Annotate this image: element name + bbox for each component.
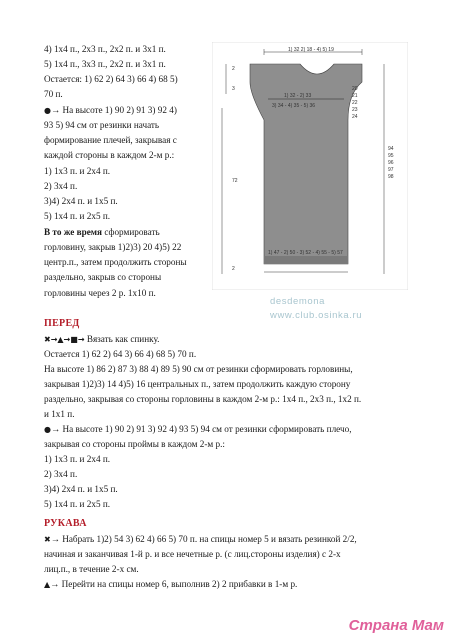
text-line: На высоте 1) 86 2) 87 3) 88 4) 89 5) 90 см от резинки сформировать горловины, — [44, 364, 353, 374]
text-line: раздельно, закрыв со стороны — [44, 272, 162, 282]
text-line: раздельно, закрывая со стороны горловины в каждом 2-м р.: 1x4 п., 2x3 п., 1x2 п. — [44, 394, 362, 404]
right-height-label: 97 — [388, 167, 394, 173]
text-line: 2) 3x4 п. — [44, 181, 78, 191]
text-line: горловину, закрыв 1)2)3) 20 4)5) 22 — [44, 242, 182, 252]
bullet-circle-icon: ● — [44, 106, 51, 115]
bottom-width-label: 1) 47 - 2) 50 - 3) 52 - 4) 55 - 5) 57 — [268, 250, 343, 256]
armhole-label: 20 — [352, 86, 358, 92]
section-heading-sleeves: РУКАВА — [44, 518, 87, 529]
right-height-label: 94 — [388, 146, 394, 152]
left-top-label: 2 — [232, 66, 235, 72]
text-line: Остается: 1) 62 2) 64 3) 66 4) 68 5) — [44, 74, 178, 84]
text-line: центр.п., затем продолжить стороны — [44, 257, 187, 267]
text-line: Остается 1) 62 2) 64 3) 66 4) 68 5) 70 п. — [44, 349, 197, 359]
ribbing-band — [264, 256, 348, 264]
site-logo: Страна Мам — [348, 617, 444, 634]
bullet-circle-icon: ● — [44, 425, 51, 434]
text-line: 5) 1x4 п. и 2x5 п. — [44, 211, 111, 221]
watermark-line: desdemona — [270, 296, 326, 307]
text-line-symbols: ▲→ Перейти на спицы номер 6, выполнив 2) 2 прибавки в 1-м р. — [44, 579, 298, 589]
text-line: 5) 1x4 п. и 2x5 п. — [44, 499, 111, 509]
armhole-label: 23 — [352, 107, 358, 113]
text-line: закрывая 1)2)3) 14 4)5) 16 центральных п., затем продолжить каждую сторону — [44, 379, 351, 389]
top-width-label: 1) 32 2) 18 - 4) 5) 19 — [288, 47, 334, 53]
cross-icon: ✖ — [44, 335, 51, 344]
text-line: 1) 1x3 п. и 2x4 п. — [44, 454, 111, 464]
text-line-symbols: ✖→ Набрать 1)2) 54 3) 62 4) 66 5) 70 п. на спицы номер 5 и вязать резинкой 2/2, — [44, 534, 357, 544]
text-line-symbols: ✖→▲→■→ Вязать как спинку. — [44, 334, 160, 344]
mid-width-label-2: 3) 34 - 4) 35 - 5) 36 — [272, 103, 316, 109]
left-mid-label: 3 — [232, 86, 235, 92]
text-line: 70 п. — [44, 89, 63, 99]
watermark-line: www.club.osinka.ru — [270, 310, 363, 321]
text-line: 93 5) 94 см от резинки начать — [44, 120, 160, 130]
armhole-label: 21 — [352, 93, 358, 99]
text-line: каждой стороны в каждом 2-м р.: — [44, 150, 175, 160]
text-line: начиная и заканчивая 1-й р. и все нечетные р. (с лиц.стороны изделия) с 2-х — [44, 549, 341, 559]
emphasis-text: В то же время — [44, 227, 103, 237]
right-height-label: 98 — [388, 174, 394, 180]
text-line-bullet: ●→ На высоте 1) 90 2) 91 3) 92 4) — [44, 105, 177, 115]
mid-width-label-1: 1) 32 - 2) 33 — [284, 93, 312, 99]
left-height-label: 72 — [232, 178, 238, 184]
text-line: 3)4) 2x4 п. и 1x5 п. — [44, 484, 118, 494]
pattern-diagram — [212, 42, 408, 290]
section-heading-front: ПЕРЕД — [44, 318, 80, 329]
armhole-label: 24 — [352, 114, 358, 120]
text-line: закрывая со стороны проймы в каждом 2-м р.: — [44, 439, 225, 449]
text-line: 1) 1x3 п. и 2x4 п. — [44, 166, 111, 176]
right-height-label: 96 — [388, 160, 394, 166]
text-line: 4) 1x4 п., 2x3 п., 2x2 п. и 3x1 п. — [44, 44, 166, 54]
text-line-emphasis: В то же время сформировать — [44, 227, 160, 237]
text-line: формирование плечей, закрывая с — [44, 135, 177, 145]
text-line: 2) 3x4 п. — [44, 469, 78, 479]
text-line: горловины через 2 р. 1x10 п. — [44, 288, 156, 298]
bottom-left-label: 2 — [232, 266, 235, 272]
text-line-bullet: ●→ На высоте 1) 90 2) 91 3) 92 4) 93 5) 94 см от резинки сформировать плечо, — [44, 424, 352, 434]
text-line: и 1x1 п. — [44, 409, 75, 419]
text-line: 3)4) 2x4 п. и 1x5 п. — [44, 196, 118, 206]
cross-icon: ✖ — [44, 535, 51, 544]
triangle-icon: ▲ — [44, 580, 51, 589]
armhole-label: 22 — [352, 100, 358, 106]
text-line: 5) 1x4 п., 3x3 п., 2x2 п. и 3x1 п. — [44, 59, 166, 69]
text-line: лиц.п., в течение 2-х см. — [44, 564, 139, 574]
right-height-label: 95 — [388, 153, 394, 159]
